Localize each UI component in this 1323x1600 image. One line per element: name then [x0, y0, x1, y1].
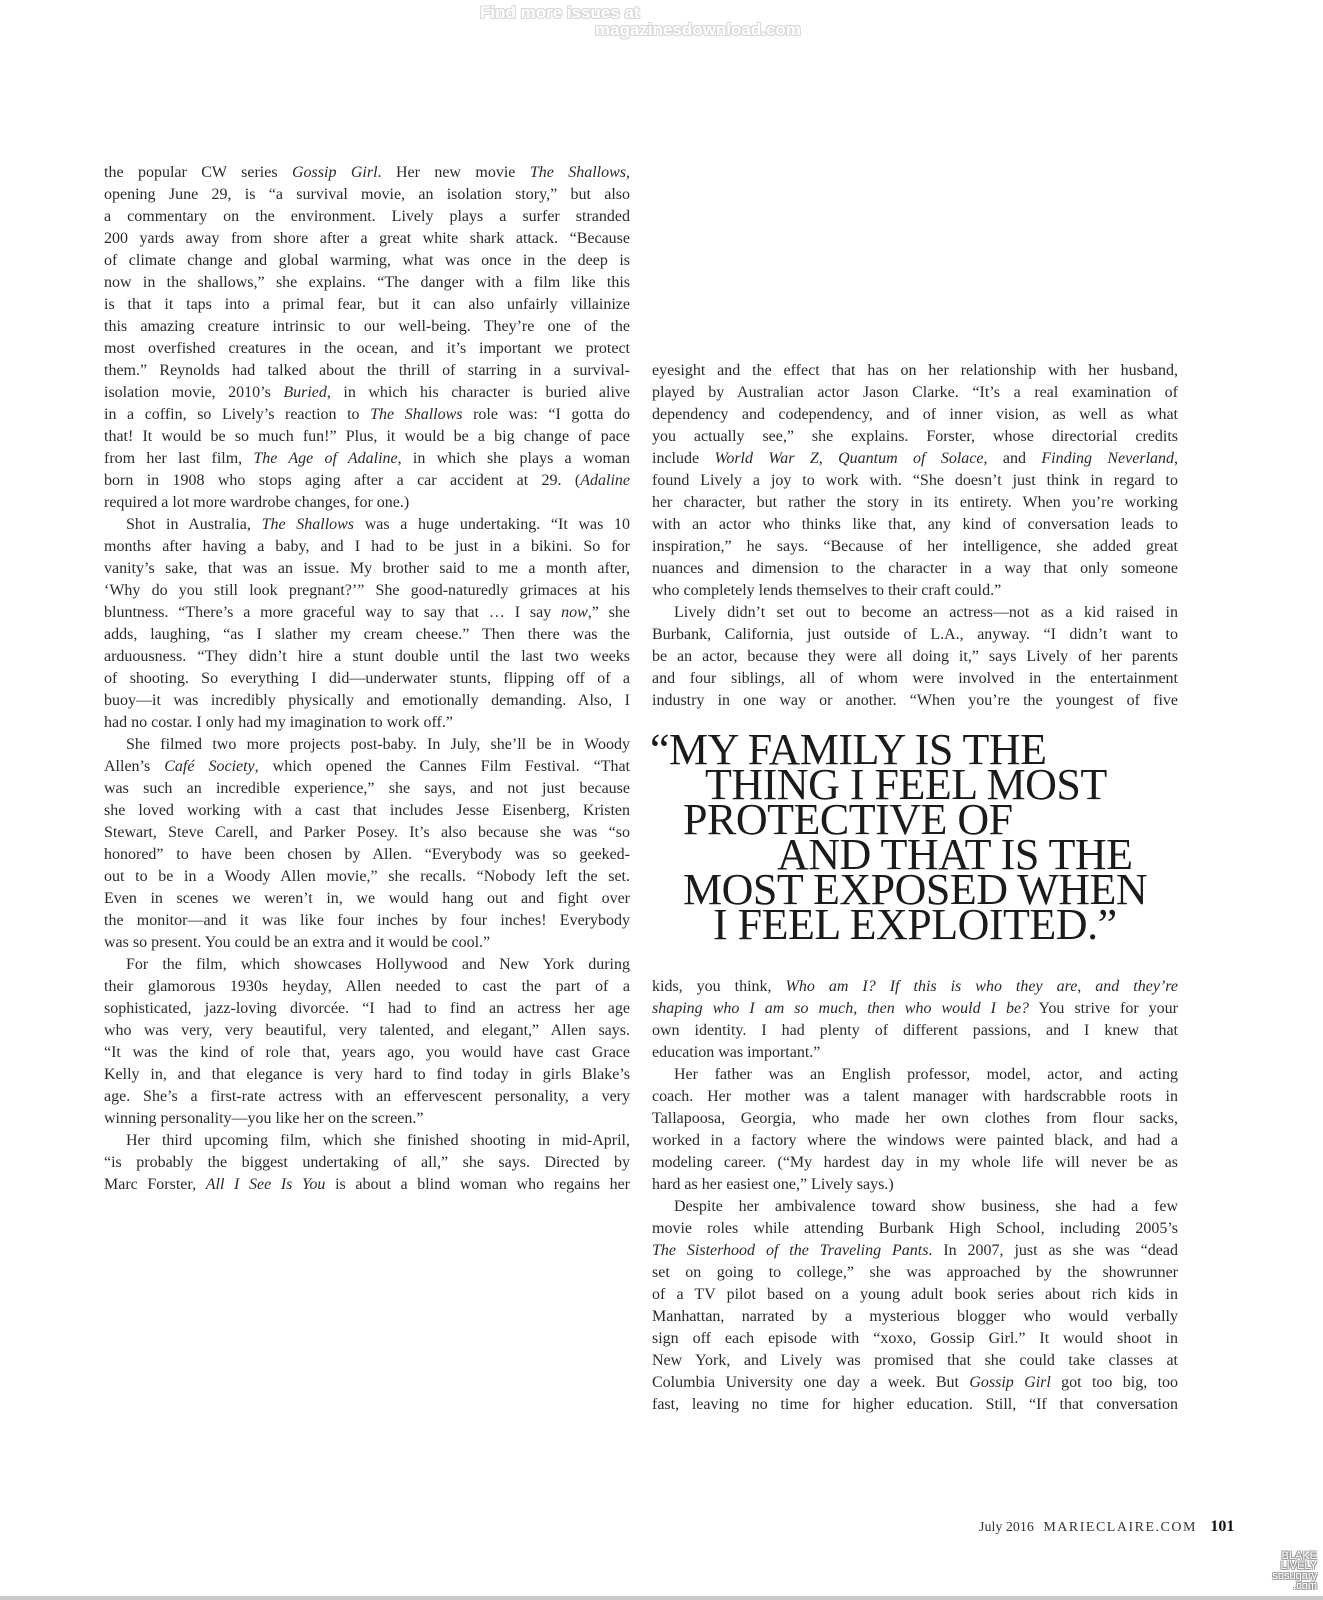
body-text: hard as her easiest one,” Lively says.) [652, 1176, 894, 1193]
body-text: a commentary on the environment. Lively plays a surfer stranded [104, 208, 630, 225]
text-line [652, 558, 1178, 580]
body-text: “It was the kind of role that, years ago, you would have cast Grace [104, 1044, 630, 1061]
italic-text: Gossip Girl [291, 164, 378, 181]
body-text: , in which his character is buried alive [326, 384, 631, 401]
italic-text: shaping who I am so much, then who would I be? [652, 1000, 1030, 1017]
text-line [104, 602, 630, 624]
body-text: inspiration,” he says. “Because of her intelligence, she added great [652, 538, 1178, 555]
body-text: from her last film, [104, 450, 254, 467]
text-line [104, 558, 630, 580]
text-line [652, 998, 1178, 1020]
article-column-right-top [652, 360, 1178, 712]
body-text: , in which she plays a woman [397, 450, 630, 467]
text-line [104, 910, 630, 932]
text-line [104, 404, 630, 426]
watermark-line: .com [1293, 1580, 1317, 1592]
italic-text: now [561, 604, 588, 621]
body-text: of a TV pilot based on a young adult book series about rich kids in [652, 1286, 1178, 1303]
magazine-site: MARIECLAIRE.COM [1043, 1520, 1197, 1535]
text-line [652, 470, 1178, 492]
body-text: include [652, 450, 715, 467]
body-text: their glamorous 1930s heyday, Allen needed to cast the part of a [104, 978, 630, 995]
body-text: was a huge undertaking. “It was 10 [354, 516, 631, 533]
body-text: buoy—it was incredibly physically and emotionally demanding. Also, I [104, 692, 630, 709]
body-text: Despite her ambivalence toward show business, she had a few [674, 1198, 1178, 1215]
body-text: Even in scenes we weren’t in, we would hang out and fight over [104, 890, 630, 907]
text-line [652, 976, 1178, 998]
text-line [652, 448, 1178, 470]
text-line [104, 822, 630, 844]
italic-text: Who am I? If this is who they are, and they’re [785, 978, 1179, 995]
text-line [652, 1350, 1178, 1372]
text-line [104, 162, 630, 184]
text-line [104, 756, 630, 778]
body-text: eyesight and the effect that has on her relationship with her husband, [652, 362, 1178, 379]
text-line [652, 1064, 1178, 1086]
text-line [104, 690, 630, 712]
body-text: You strive for your [1029, 1000, 1179, 1017]
body-text: “is probably the biggest undertaking of all,” she says. Directed by [104, 1154, 630, 1171]
body-text: was such an incredible experience,” she says, and not just because [104, 780, 630, 797]
italic-text: Café Society [164, 758, 255, 775]
body-text: Her third upcoming film, which she finished shooting in mid-April, [126, 1132, 630, 1149]
text-line [104, 426, 630, 448]
body-text: Tallapoosa, Georgia, who made her own clothes from flour sacks, [652, 1110, 1178, 1127]
body-text: , [626, 164, 631, 181]
body-text: ,” she [587, 604, 631, 621]
body-text: Burbank, California, just outside of L.A., anyway. “I didn’t want to [652, 626, 1178, 643]
body-text: dependency and codependency, and of inner vision, as well as what [652, 406, 1178, 423]
body-text: is that it taps into a primal fear, but it can also unfairly villainize [104, 296, 630, 313]
text-line [104, 184, 630, 206]
body-text: Lively didn’t set out to become an actress—not as a kid raised in [674, 604, 1178, 621]
italic-text: Buried [283, 384, 327, 401]
text-line [104, 888, 630, 910]
text-line [104, 492, 630, 514]
pull-quote-line: PROTECTIVE OF [683, 795, 1013, 844]
body-text: that! It would be so much fun!” Plus, it would be a big change of pace [104, 428, 630, 445]
text-line [104, 250, 630, 272]
italic-text: The Shallows [529, 164, 627, 181]
text-line [104, 316, 630, 338]
watermark-line: Find more issues at [480, 3, 640, 22]
pull-quote-line: “MY FAMILY IS THE [650, 725, 1047, 774]
body-text: fast, leaving no time for higher education. Still, “If that conversation [652, 1396, 1178, 1413]
text-line [104, 228, 630, 250]
body-text: Shot in Australia, [126, 516, 262, 533]
body-text: got too big, too [1050, 1374, 1179, 1391]
text-line [652, 514, 1178, 536]
body-text: worked in a factory where the windows were painted black, and had a [652, 1132, 1178, 1149]
body-text: found Lively a joy to work with. “She doesn’t just think in regard to [652, 472, 1178, 489]
body-text: . In 2007, just as she was “dead [928, 1242, 1178, 1259]
text-line [104, 272, 630, 294]
watermark-top [480, 4, 801, 38]
body-text: the monitor—and it was like four inches by four inches! Everybody [104, 912, 630, 929]
article-column-left [104, 162, 630, 1196]
text-line [652, 1042, 1178, 1064]
body-text: is about a blind woman who regains her [325, 1176, 630, 1193]
body-text: , and [983, 450, 1042, 467]
body-text: who completely lends themselves to their craft could.” [652, 582, 1002, 599]
watermark-line: magazinesdownload.com [595, 20, 801, 39]
text-line [104, 712, 630, 734]
body-text: Marc Forster, [104, 1176, 206, 1193]
body-text: Columbia University one day a week. But [652, 1374, 970, 1391]
text-line [652, 646, 1178, 668]
text-line [652, 360, 1178, 382]
text-line [652, 1086, 1178, 1108]
body-text: you actually see,” she explains. Forster, whose directorial credits [652, 428, 1178, 445]
body-text: Allen’s [104, 758, 165, 775]
body-text: out to be in a Woody Allen movie,” she recalls. “Nobody left the set. [104, 868, 630, 885]
text-line [104, 536, 630, 558]
pull-quote-line: MOST EXPOSED WHEN [683, 865, 1148, 914]
body-text: now in the shallows,” she explains. “The danger with a film like this [104, 274, 630, 291]
body-text: nuances and dimension to the character in a way that only someone [652, 560, 1178, 577]
text-line [652, 1218, 1178, 1240]
body-text: , which opened the Cannes Film Festival. “That [254, 758, 631, 775]
body-text: sign off each episode with “xoxo, Gossip Girl.” It would shoot in [652, 1330, 1178, 1347]
italic-text: All I See Is You [205, 1176, 326, 1193]
body-text: For the film, which showcases Hollywood and New York during [126, 956, 630, 973]
body-text: her character, but rather the story in its entirety. When you’re working [652, 494, 1178, 511]
body-text: arduousness. “They didn’t hire a stunt double until the last two weeks [104, 648, 630, 665]
text-line [104, 624, 630, 646]
text-line [104, 580, 630, 602]
body-text: winning personality—you like her on the screen.” [104, 1110, 424, 1127]
text-line [652, 1262, 1178, 1284]
body-text: most overfished creatures in the ocean, and it’s important we protect [104, 340, 630, 357]
body-text: modeling career. (“My hardest day in my whole life will never be as [652, 1154, 1178, 1171]
text-line [104, 1130, 630, 1152]
text-line [652, 536, 1178, 558]
text-line [104, 382, 630, 404]
body-text: born in 1908 who stops aging after a car accident at 29. ( [104, 472, 581, 489]
text-line [104, 1064, 630, 1086]
text-line [104, 866, 630, 888]
text-line [652, 1306, 1178, 1328]
text-line [104, 470, 630, 492]
body-text: played by Australian actor Jason Clarke. “It’s a real examination of [652, 384, 1178, 401]
body-text: set on going to college,” she was approached by the showrunner [652, 1264, 1178, 1281]
text-line [652, 426, 1178, 448]
body-text: and four siblings, all of whom were involved in the entertainment [652, 670, 1178, 687]
body-text: kids, you think, [652, 978, 786, 995]
text-line [104, 734, 630, 756]
watermark-line: BLAKE [1281, 1550, 1317, 1562]
text-line [652, 1328, 1178, 1350]
text-line [104, 646, 630, 668]
text-line [652, 1240, 1178, 1262]
article-column-right-bottom [652, 976, 1178, 1416]
body-text: who was very, very beautiful, very talented, and elegant,” Allen says. [104, 1022, 630, 1039]
issue-date: July 2016 [979, 1520, 1034, 1535]
text-line [652, 668, 1178, 690]
text-line [104, 1152, 630, 1174]
page-edge [0, 1596, 1323, 1600]
body-text: she loved working with a cast that includes Jesse Eisenberg, Kristen [104, 802, 630, 819]
body-text: 200 yards away from shore after a great white shark attack. “Because [104, 230, 630, 247]
text-line [104, 360, 630, 382]
pull-quote-line: AND THAT IS THE [777, 830, 1133, 879]
body-text: Kelly in, and that elegance is very hard to find today in girls Blake’s [104, 1066, 630, 1083]
text-line [652, 1174, 1178, 1196]
body-text: industry in one way or another. “When you’re the youngest of five [652, 692, 1178, 709]
text-line [104, 514, 630, 536]
italic-text: The Age of Adaline [253, 450, 398, 467]
body-text: months after having a baby, and I had to be just in a bikini. So for [104, 538, 630, 555]
italic-text: The Shallows [261, 516, 355, 533]
text-line [652, 580, 1178, 602]
text-line [652, 1130, 1178, 1152]
italic-text: Adaline [580, 472, 630, 489]
body-text: education was important.” [652, 1044, 821, 1061]
body-text: honored” to have been chosen by Allen. “Everybody was so geeked- [104, 846, 630, 863]
pull-quote-line: I FEEL EXPLOITED.” [713, 900, 1117, 949]
text-line [104, 1020, 630, 1042]
text-line [652, 602, 1178, 624]
body-text: Manhattan, narrated by a mysterious blogger who would verbally [652, 1308, 1178, 1325]
body-text: ‘Why do you still look pregnant?’” She good-naturedly grimaces at his [104, 582, 630, 599]
text-line [652, 382, 1178, 404]
text-line [104, 1042, 630, 1064]
body-text: Her father was an English professor, model, actor, and acting [674, 1066, 1178, 1083]
text-line [104, 778, 630, 800]
pull-quote-line: THING I FEEL MOST [705, 760, 1107, 809]
body-text: this amazing creature intrinsic to our well-being. They’re one of the [104, 318, 630, 335]
body-text: them.” Reynolds had talked about the thrill of starring in a survival- [104, 362, 630, 379]
body-text: role was: “I gotta do [462, 406, 631, 423]
body-text: bluntness. “There’s a more graceful way to say that … I say [104, 604, 562, 621]
body-text: movie roles while attending Burbank High School, including 2005’s [652, 1220, 1178, 1237]
body-text: New York, and Lively was promised that she could take classes at [652, 1352, 1178, 1369]
text-line [652, 1108, 1178, 1130]
body-text: was so present. You could be an extra and it would be cool.” [104, 934, 491, 951]
page-number: 101 [1210, 1518, 1235, 1535]
italic-text: The Sisterhood of the Traveling Pants [652, 1242, 929, 1259]
body-text: adds, laughing, “as I slather my cream cheese.” Then there was the [104, 626, 630, 643]
body-text: age. She’s a first-rate actress with an effervescent personality, a very [104, 1088, 630, 1105]
body-text: be an actor, because they were all doing it,” says Lively of her parents [652, 648, 1178, 665]
text-line [104, 1174, 630, 1196]
text-line [652, 1372, 1178, 1394]
body-text: She filmed two more projects post-baby. In July, she’ll be in Woody [126, 736, 630, 753]
body-text: of climate change and global warming, what was once in the deep is [104, 252, 630, 269]
body-text: . Her new movie [377, 164, 530, 181]
italic-text: World War Z [714, 450, 819, 467]
text-line [104, 448, 630, 470]
body-text: in a coffin, so Lively’s reaction to [104, 406, 371, 423]
body-text: of shooting. So everything I did—underwater stunts, flipping off of a [104, 670, 630, 687]
watermark-bottom [1272, 1551, 1317, 1591]
text-line [652, 690, 1178, 712]
italic-text: Quantum of Solace [838, 450, 984, 467]
text-line [652, 404, 1178, 426]
body-text: the popular CW series [104, 164, 292, 181]
watermark-line: sosugary [1272, 1570, 1317, 1582]
watermark-line: LIVELY [1280, 1560, 1317, 1572]
body-text: sophisticated, jazz-loving divorcée. “I had to find an actress her age [104, 1000, 630, 1017]
text-line [104, 206, 630, 228]
body-text: coach. Her mother was a talent manager with hardscrabble roots in [652, 1088, 1178, 1105]
text-line [652, 624, 1178, 646]
body-text: own identity. I had plenty of different passions, and I knew that [652, 1022, 1178, 1039]
body-text: had no costar. I only had my imagination to work off.” [104, 714, 453, 731]
text-line [104, 338, 630, 360]
pull-quote [650, 725, 1170, 949]
body-text: required a lot more wardrobe changes, for one.) [104, 494, 410, 511]
text-line [104, 932, 630, 954]
text-line [652, 1196, 1178, 1218]
body-text: opening June 29, is “a survival movie, an isolation story,” but also [104, 186, 630, 203]
text-line [104, 998, 630, 1020]
text-line [652, 1020, 1178, 1042]
text-line [104, 1108, 630, 1130]
text-line [104, 976, 630, 998]
italic-text: Gossip Girl [969, 1374, 1051, 1391]
text-line [104, 668, 630, 690]
italic-text: The Shallows [370, 406, 463, 423]
body-text: with an actor who thinks like that, any kind of conversation leads to [652, 516, 1178, 533]
italic-text: Finding Neverland, [1041, 450, 1179, 467]
text-line [104, 1086, 630, 1108]
text-line [104, 844, 630, 866]
body-text: isolation movie, 2010’s [104, 384, 284, 401]
text-line [652, 1152, 1178, 1174]
body-text: , [818, 450, 839, 467]
text-line [652, 1394, 1178, 1416]
text-line [104, 954, 630, 976]
body-text: Stewart, Steve Carell, and Parker Posey. It’s also because she was “so [104, 824, 630, 841]
text-line [652, 492, 1178, 514]
page-footer [979, 1518, 1234, 1536]
text-line [652, 1284, 1178, 1306]
text-line [104, 294, 630, 316]
text-line [104, 800, 630, 822]
body-text: vanity’s sake, that was an issue. My brother said to me a month after, [104, 560, 630, 577]
